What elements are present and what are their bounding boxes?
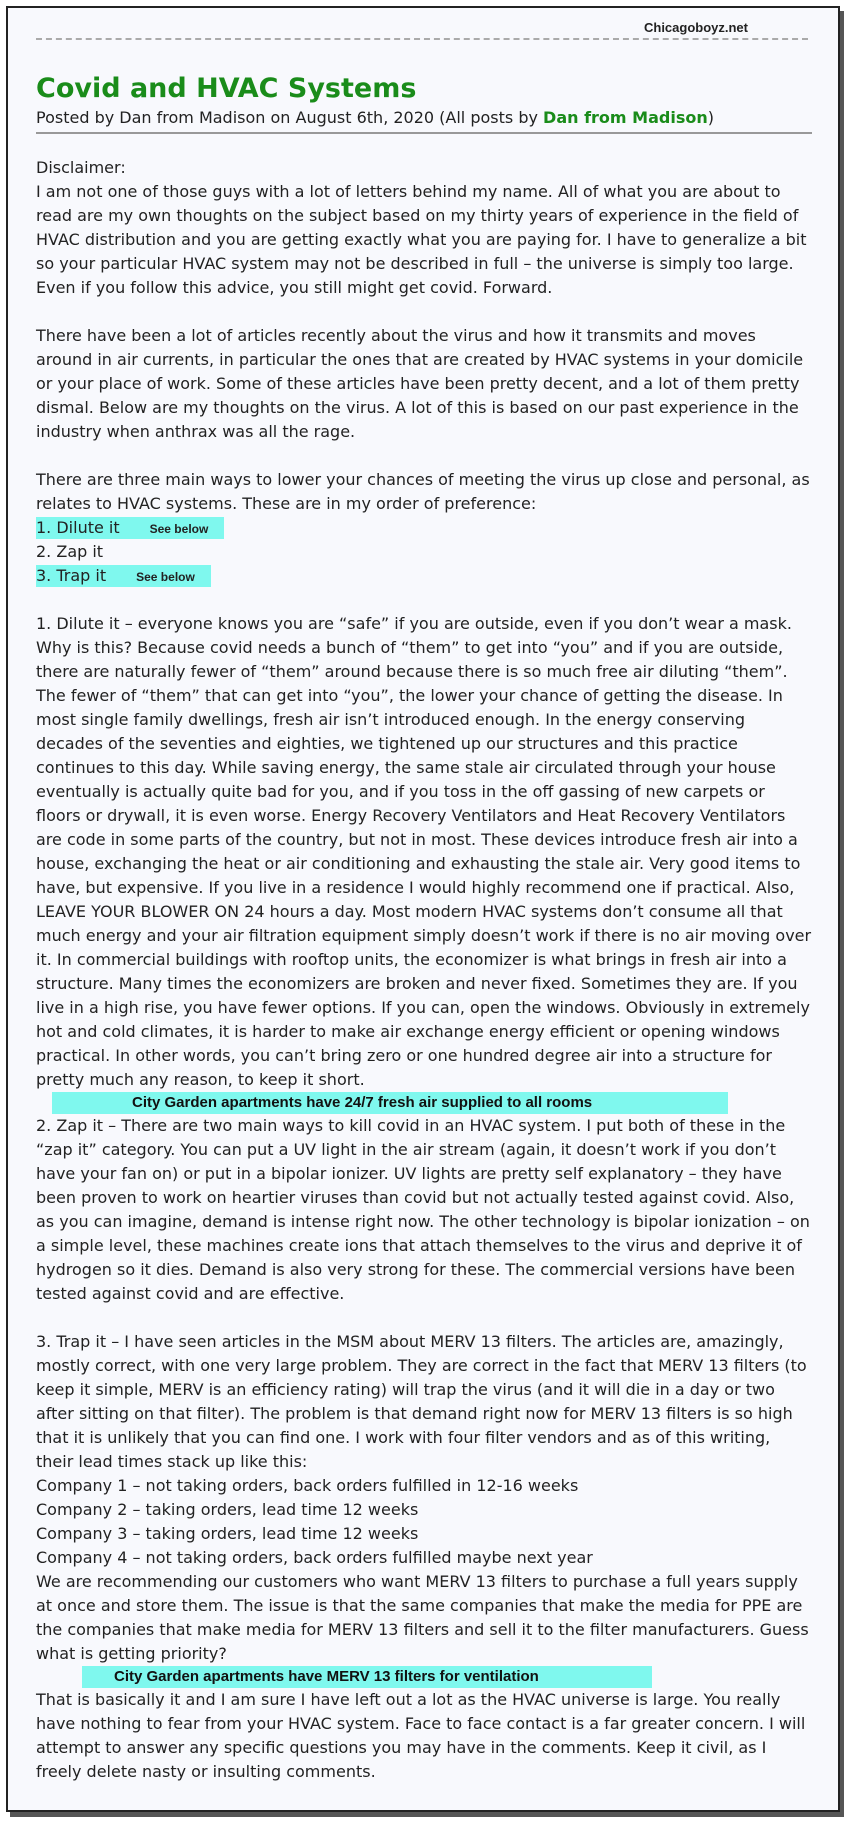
company-item: Company 1 – not taking orders, back orders fulfilled in 12-16 weeks — [36, 1476, 579, 1495]
promo-banner: City Garden apartments have 24/7 fresh air supplied to all rooms — [52, 1092, 728, 1114]
post-title: Covid and HVAC Systems — [36, 73, 417, 104]
post-byline — [36, 106, 812, 134]
site-name: Chicagoboyz.net — [643, 20, 748, 35]
header-divider — [36, 38, 808, 40]
company-item: Company 2 – taking orders, lead time 12 weeks — [36, 1500, 419, 1519]
trap-paragraph: 3. Trap it – I have seen articles in the MSM about MERV 13 filters. The articles are, amazingly, mostly correct, with one very large problem. They are correct in the fact that MERV 13 filters (to keep it simple, MERV is an efficiency rating) will trap the virus (and it will die in a day or two after sitting on that filter). The problem is that demand right now for MERV 13 filters is so high that it is unlikely that you can find one. I work with four filter vendors and as of this writing, their lead times stack up like this: — [36, 1332, 807, 1471]
author-link[interactable]: Dan from Madison — [543, 108, 708, 127]
disclaimer-label: Disclaimer: — [36, 158, 126, 177]
promo-banner: City Garden apartments have MERV 13 filters for ventilation — [82, 1666, 652, 1688]
zap-paragraph: 2. Zap it – There are two main ways to kill covid in an HVAC system. I put both of these in the “zap it” category. You can put a UV light in the air stream (again, it doesn’t work if you don’t have your fan on) or put in a bipolar ionizer. UV lights are pretty self explanatory – they have been proven to work on heartier viruses than covid but not actually tested against covid. Also, as you can imagine, demand is intense right now. The other technology is bipolar ionization – on a simple level, these machines create ions that attach themselves to the virus and deprive it of hydrogen so it dies. Demand is also very strong for these. The commercial versions have been tested against covid and are effective. — [36, 1116, 810, 1303]
company-item: Company 4 – not taking orders, back orders fulfilled maybe next year — [36, 1548, 593, 1567]
post-body — [36, 156, 812, 1784]
way-item — [36, 540, 812, 564]
way-label: 1. Dilute it — [36, 518, 120, 537]
see-below-note: See below — [149, 522, 209, 536]
byline-prefix: Posted by Dan from Madison on August 6th, 2020 (All posts by — [36, 108, 544, 127]
way-item — [36, 564, 812, 588]
ways-intro: There are three main ways to lower your chances of meeting the virus up close and personal, as relates to HVAC systems. These are in my order of preference: — [36, 470, 810, 513]
highlight — [36, 517, 224, 539]
intro-paragraph: There have been a lot of articles recently about the virus and how it transmits and moves around in air currents, in particular the ones that are created by HVAC systems in your domicile or your place of work. Some of these articles have been pretty decent, and a lot of them pretty dismal. Below are my thoughts on the virus. A lot of this is based on our past experience in the industry when anthrax was all the rage. — [36, 326, 804, 441]
dilute-paragraph: 1. Dilute it – everyone knows you are “safe” if you are outside, even if you don’t wear a mask. Why is this? Because covid needs a bunch of “them” to get into “you” and if you are outside, there are naturally fewer of “them” around because there is so much free air diluting “them”. The fewer of “them” that can get into “you”, the lower your chance of getting the disease. In most single family dwellings, fresh air isn’t introduced enough. In the energy conserving decades of the seventies and eighties, we tightened up our structures and this practice continues to this day. While saving energy, the same stale air circulated through your house eventually is actually quite bad for you, and if you toss in the off gassing of new carpets or floors or drywall, it is even worse. Energy Recovery Ventilators and Heat Recovery Ventilators are code in some parts of the country, but not in most. These devices introduce fresh air into a house, exchanging the heat or air conditioning and exhausting the stale air. Very good items to have, but expensive. If you live in a residence I would highly recommend one if practical. Also, LEAVE YOUR BLOWER ON 24 hours a day. Most modern HVAC systems don’t consume all that much energy and your air filtration equipment simply doesn’t work if there is no air moving over it. In commercial buildings with rooftop units, the economizer is what brings in fresh air into a structure. Many times the economizers are broken and never fixed. Sometimes they are. If you live in a high rise, you have fewer options. If you can, open the windows. Obviously in extremely hot and cold climates, it is harder to make air exchange energy efficient or opening windows practical. In other words, you can’t bring zero or one hundred degree air into a structure for pretty much any reason, to keep it short. — [36, 614, 812, 1089]
see-below-note: See below — [136, 570, 195, 584]
way-label: 3. Trap it — [36, 566, 107, 585]
post — [36, 72, 812, 1784]
recommend-paragraph: We are recommending our customers who want MERV 13 filters to purchase a full years supply at once and store them. The issue is that the same companies that make the media for PPE are the companies that make media for MERV 13 filters and sell it to the filter manufacturers. Guess what is getting priority? — [36, 1572, 809, 1663]
highlight — [36, 565, 211, 587]
byline-suffix: ) — [707, 108, 714, 127]
closing-paragraph: That is basically it and I am sure I have left out a lot as the HVAC universe is large. You really have nothing to fear from your HVAC system. Face to face contact is a far greater concern. I will attempt to answer any specific questions you may have in the comments. Keep it civil, as I freely delete nasty or insulting comments. — [36, 1690, 806, 1781]
disclaimer-paragraph: I am not one of those guys with a lot of letters behind my name. All of what you are about to read are my own thoughts on the subject based on my thirty years of experience in the field of HVAC distribution and you are getting exactly what you are paying for. I have to generalize a bit so your particular HVAC system may not be described in full – the universe is simply too large. Even if you follow this advice, you still might get covid. Forward. — [36, 182, 807, 297]
way-item — [36, 516, 812, 540]
company-list — [36, 1474, 812, 1570]
page-frame — [6, 6, 840, 1812]
way-label: 2. Zap it — [36, 542, 104, 561]
company-item: Company 3 – taking orders, lead time 12 weeks — [36, 1524, 419, 1543]
